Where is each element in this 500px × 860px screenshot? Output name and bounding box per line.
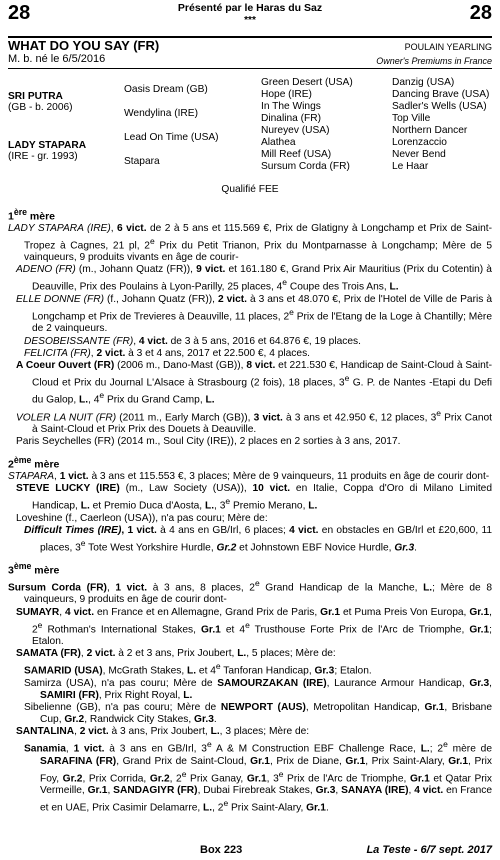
dam-info: (IRE - gr. 1993) bbox=[8, 151, 78, 162]
pedigree-entry: Difficult Times (IRE), 1 vict. à 4 ans en GB/Irl, 6 places; 4 vict. en obstacles en GB/Irl et £20,600, 11 places, 3e Tote West Yorkshire Hurdle, Gr.2 et Johnstown EBF Novice Hurdle, Gr.3. bbox=[24, 524, 493, 554]
pedigree-entry: FELICITA (FR), 2 vict. à 3 et 4 ans, 2017 et 22.500 €, 4 places. bbox=[24, 347, 310, 359]
pedigree-entry: LADY STAPARA (IRE), 6 vict. de 2 à 5 ans et 115.569 €, Prix de Glatigny à Longchamp et Prix de Saint-Tropez à Cagnes, 21 pl, 2e Prix du Petit Trianon, Prix du Montparnasse à Longchamp; Mère de 5 vainqueurs, 9 produits vivants en âge de courir- bbox=[8, 222, 492, 264]
pedigree-entry: STAPARA, 1 vict. à 3 ans et 115.553 €, 3 places; Mère de 9 vainqueurs, 11 produits en âge de courir dont- bbox=[8, 471, 490, 483]
pedigree-entry: SAMATA (FR), 2 vict. à 2 et 3 ans, Prix Joubert, L., 5 places; Mère de: bbox=[16, 648, 336, 660]
pedigree-g2: Stapara bbox=[124, 156, 160, 167]
pedigree-entry: Sibelienne (GB), n'a pas couru; Mère de NEWPORT (AUS), Metropolitan Handicap, Gr.1, Brisbane Cup, Gr.2, Randwick City Stakes, Gr.3. bbox=[24, 701, 492, 726]
pedigree-entry: Paris Seychelles (FR) (2014 m., Soul City (IRE)), 2 places en 2 sorties à 3 ans, 2017. bbox=[16, 436, 401, 448]
pedigree-entry: DESOBEISSANTE (FR), 4 vict. de 3 à 5 ans, 2016 et 64.876 €, 19 places. bbox=[24, 335, 361, 347]
pedigree-g3: Mill Reef (USA) bbox=[261, 149, 332, 160]
pedigree-g4: Northern Dancer bbox=[392, 125, 468, 136]
pedigree-g4: Danzig (USA) bbox=[392, 77, 455, 88]
pedigree-g3: Nureyev (USA) bbox=[261, 125, 330, 136]
lot-number-left: 28 bbox=[8, 2, 31, 24]
pedigree-entry: A Coeur Ouvert (FR) (2006 m., Dano-Mast (GB)), 8 vict. et 221.530 €, Handicap de Saint-Cloud à Saint-Cloud et Prix du Journal L'Alsace à Strasbourg (2 fois), 18 places, 3e G. P. de Nantes -Etapi du Defi du Galop, L., 4e Prix du Grand Camp, L. bbox=[16, 359, 492, 406]
pedigree-g4: Sadler's Wells (USA) bbox=[392, 101, 487, 112]
sire-name: SRI PUTRA bbox=[8, 91, 63, 102]
pedigree-g2: Lead On Time (USA) bbox=[124, 132, 219, 143]
sale-venue: La Teste - 6/7 sept. 2017 bbox=[366, 843, 492, 856]
pedigree-entry: VOLER LA NUIT (FR) (2011 m., Early March (GB)), 3 vict. à 3 ans et 42.950 €, 12 places, 3e Prix Canot à Saint-Cloud et Prix Prix des Douets à Deauville. bbox=[16, 407, 492, 436]
section-title: 3ème mère bbox=[8, 561, 60, 577]
pedigree-entry: Sanamia, 1 vict. à 3 ans en GB/Irl, 3e A & M Construction EBF Challenge Race, L.; 2e mère de SARAFINA (FR), Grand Prix de Saint-Cloud, Gr.1, Prix de Diane, Gr.1, Prix Saint-Alary, Gr.1, Prix Foy, Gr.2, Prix Corrida, Gr.2, 2e Prix Ganay, Gr.1, 3e Prix de l'Arc de Triomphe, Gr.1 et Qatar Prix Vermeille, Gr.1, SANDAGIYR (FR), Dubai Firebreak Stakes, Gr.3, SANAYA (IRE), 4 vict. en France et en UAE, Prix Casimir Delamarre, L., 2e Prix Saint-Alary, Gr.1. bbox=[24, 739, 493, 814]
lot-number-right: 28 bbox=[469, 2, 492, 24]
pedigree-g3: Dinalina (FR) bbox=[261, 113, 322, 124]
pedigree-g3: In The Wings bbox=[261, 101, 321, 112]
pedigree-g4: Lorenzaccio bbox=[392, 137, 447, 148]
pedigree-entry: SANTALINA, 2 vict. à 3 ans, Prix Joubert, L., 3 places; Mère de: bbox=[16, 726, 310, 738]
pedigree-entry: SUMAYR, 4 vict. en France et en Allemagne, Grand Prix de Paris, Gr.1 et Puma Preis Von Europa, Gr.1, 2e Rothman's International Stakes, Gr.1 et 4e Trusthouse Forte Prix de l'Arc de Triomphe, Gr.1; Etalon. bbox=[16, 606, 492, 648]
pedigree-g2: Oasis Dream (GB) bbox=[124, 84, 208, 95]
stars: *** bbox=[244, 15, 256, 26]
pedigree-g3: Sursum Corda (FR) bbox=[261, 161, 350, 172]
pedigree-entry: Sursum Corda (FR), 1 vict. à 3 ans, 8 places, 2e Grand Handicap de la Manche, L.; Mère de 8 vainqueurs, 9 produits en âge de courir dont- bbox=[8, 577, 492, 606]
section-title: 1ère mère bbox=[8, 207, 56, 223]
dam-line-sections bbox=[8, 200, 492, 815]
sire-info: (GB - b. 2006) bbox=[8, 102, 73, 113]
pedigree-g3: Green Desert (USA) bbox=[261, 77, 353, 88]
pedigree-entry: Samirza (USA), n'a pas couru; Mère de SAMOURZAKAN (IRE), Laurance Armour Handicap, Gr.3, SAMIRI (FR), Prix Right Royal, L. bbox=[24, 677, 493, 701]
divider bbox=[8, 68, 492, 69]
presenter-line: Présenté par le Haras du Saz bbox=[177, 2, 323, 14]
pedigree-entry: ADENO (FR) (m., Johann Quatz (FR)), 9 vict. et 161.180 €, Grand Prix Air Mauritius (Prix du Cotentin) à Deauville, Prix des Poulains à Lyon-Parilly, 25 places, 4e Coupe des Trois Ans, L. bbox=[16, 264, 492, 293]
pedigree-entry: STEVE LUCKY (IRE) (m., Law Society (USA)), 10 vict. en Italie, Coppa d'Oro di Milano Limited Handicap, L. et Premio Duca d'Aosta, L., 3e Premio Merano, L. bbox=[16, 483, 492, 512]
pedigree-entry: SAMARID (USA), McGrath Stakes, L. et 4e Tanforan Handicap, Gr.3; Etalon. bbox=[24, 661, 372, 677]
pedigree-entry: ELLE DONNE (FR) (f., Johann Quatz (FR)), 2 vict. à 3 ans et 48.070 €, Prix de l'Hotel de Ville de Paris à Longchamp et Prix de Trevieres à Deauville, 11 places, 2e Prix de l'Etang de la Loge à Chantilly; Mère de 2 vainqueurs. bbox=[16, 293, 492, 335]
horse-type: POULAIN YEARLING bbox=[404, 42, 492, 52]
premium-note: Owner's Premiums in France bbox=[376, 56, 492, 66]
section-title: 2ème mère bbox=[8, 455, 60, 471]
pedigree-entry: Loveshine (f., Caerleon (USA)), n'a pas couru; Mère de: bbox=[16, 512, 268, 524]
pedigree-g3: Alathea bbox=[261, 137, 296, 148]
pedigree-g4: Top Ville bbox=[392, 113, 431, 124]
pedigree-g4: Le Haar bbox=[392, 161, 429, 172]
dam-name: LADY STAPARA bbox=[8, 140, 87, 151]
pedigree-g4: Never Bend bbox=[392, 149, 446, 160]
pedigree-g3: Hope (IRE) bbox=[261, 89, 312, 100]
pedigree-g4: Dancing Brave (USA) bbox=[392, 89, 490, 100]
horse-name: WHAT DO YOU SAY (FR) bbox=[8, 38, 160, 53]
horse-born: M. b. né le 6/5/2016 bbox=[8, 53, 106, 65]
box-number: Box 223 bbox=[200, 843, 243, 856]
pedigree-g2: Wendylina (IRE) bbox=[124, 108, 198, 119]
qualified-label: Qualifié FEE bbox=[221, 184, 279, 195]
